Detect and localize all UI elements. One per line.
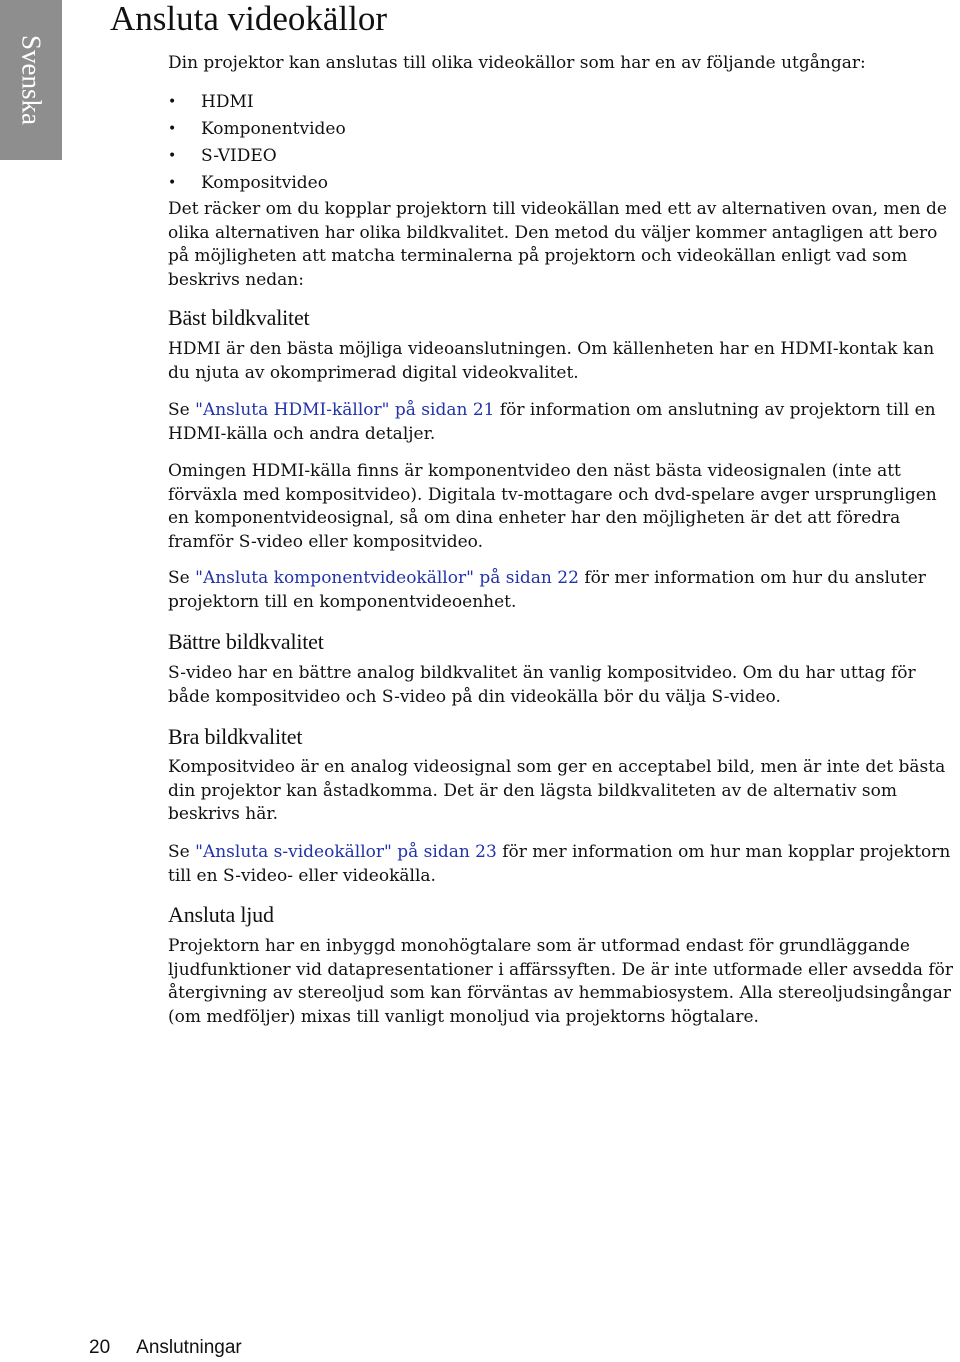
paragraph: Det räcker om du kopplar projektorn till videokällan med ett av alternativen ovan, men de olika alternativen har olika bildkvalitet. Den metod du väljer kommer antagligen att bero på möjligheten att matcha terminalerna på projektorn och videokällan enligt vad som beskrivs nedan: [168,199,947,290]
text: för mer information om hur man kopplar projektorn till en S-video- eller videokälla. [168,842,951,886]
para-best-4 [168,567,958,614]
text: för mer information om hur du ansluter projektorn till en komponentvideoenhet. [168,568,926,612]
paragraph: Projektorn har en inbyggd monohögtalare som är utformad endast för grundläggande ljudfunktioner vid datapresentationer i affärssyften. De är inte utformade eller avsedda för återgivning av stereoljud som kan förväntas av hemmabiosystem. Alla stereoljudsingångar (om medföljer) mixas till vanligt monoljud via projektorns högtalare. [168,936,953,1027]
text: Se [168,842,196,862]
paragraph [168,399,958,446]
hdmi-link[interactable]: "Ansluta HDMI-källor" på sidan 21 [195,400,495,420]
list-item: • S-VIDEO [168,143,346,170]
text: Se [168,568,196,588]
heading-best-quality: Bäst bildkvalitet [168,305,310,330]
chapter-name: Anslutningar [136,1337,242,1358]
heading-better-quality: Bättre bildkvalitet [168,629,324,654]
heading-audio: Ansluta ljud [168,902,274,927]
para-best-2 [168,399,958,446]
page-number: 20 [89,1337,111,1358]
paragraph: S-video har en bättre analog bildkvalitet än vanlig kompositvideo. Om du har uttag för både kompositvideo och S-video på din videokälla bör du välja S-video. [168,663,916,707]
page-title: Ansluta videokällor [110,0,388,38]
s-video-link[interactable]: "Ansluta s-videokällor" på sidan 23 [195,842,497,862]
para-overview [168,198,958,292]
language-tab [0,0,62,160]
list-item: • Komponentvideo [168,116,346,143]
text: för information om anslutning av projektorn till en HDMI-källa och andra detaljer. [168,400,936,444]
para-good-1 [168,756,958,827]
para-best-1 [168,338,958,385]
component-link[interactable]: "Ansluta komponentvideokällor" på sidan 22 [195,568,579,588]
paragraph [168,841,958,888]
page-footer [89,1337,242,1359]
para-audio-1 [168,935,958,1029]
para-best-3 [168,460,958,554]
paragraph: Kompositvideo är en analog videosignal som ger en acceptabel bild, men är inte det bästa din projektor kan åstadkomma. Det är den lägsta bildkvaliteten av de alternativ som beskrivs här. [168,757,946,824]
intro-text: Din projektor kan anslutas till olika videokällor som har en av följande utgångar: [168,53,866,73]
para-good-2 [168,841,958,888]
text: Se [168,400,196,420]
paragraph: Omingen HDMI-källa finns är komponentvideo den näst bästa videosignalen (inte att förväxla med kompositvideo). Digitala tv-mottagare och dvd-spelare avger ursprungligen en komponentvideosignal, så om dina enheter har den möjligheten är det att föredra framför S-video eller kompositvideo. [168,461,937,552]
paragraph: HDMI är den bästa möjliga videoanslutningen. Om källenheten har en HDMI-kontak kan du njuta av okomprimerad digital videokvalitet. [168,339,935,383]
list-item: • Kompositvideo [168,170,346,197]
para-better-1 [168,662,958,709]
heading-good-quality: Bra bildkvalitet [168,724,303,749]
output-list [168,89,346,197]
language-tab-label: Svenska [16,35,47,125]
paragraph [168,567,958,614]
list-item: • HDMI [168,89,346,116]
